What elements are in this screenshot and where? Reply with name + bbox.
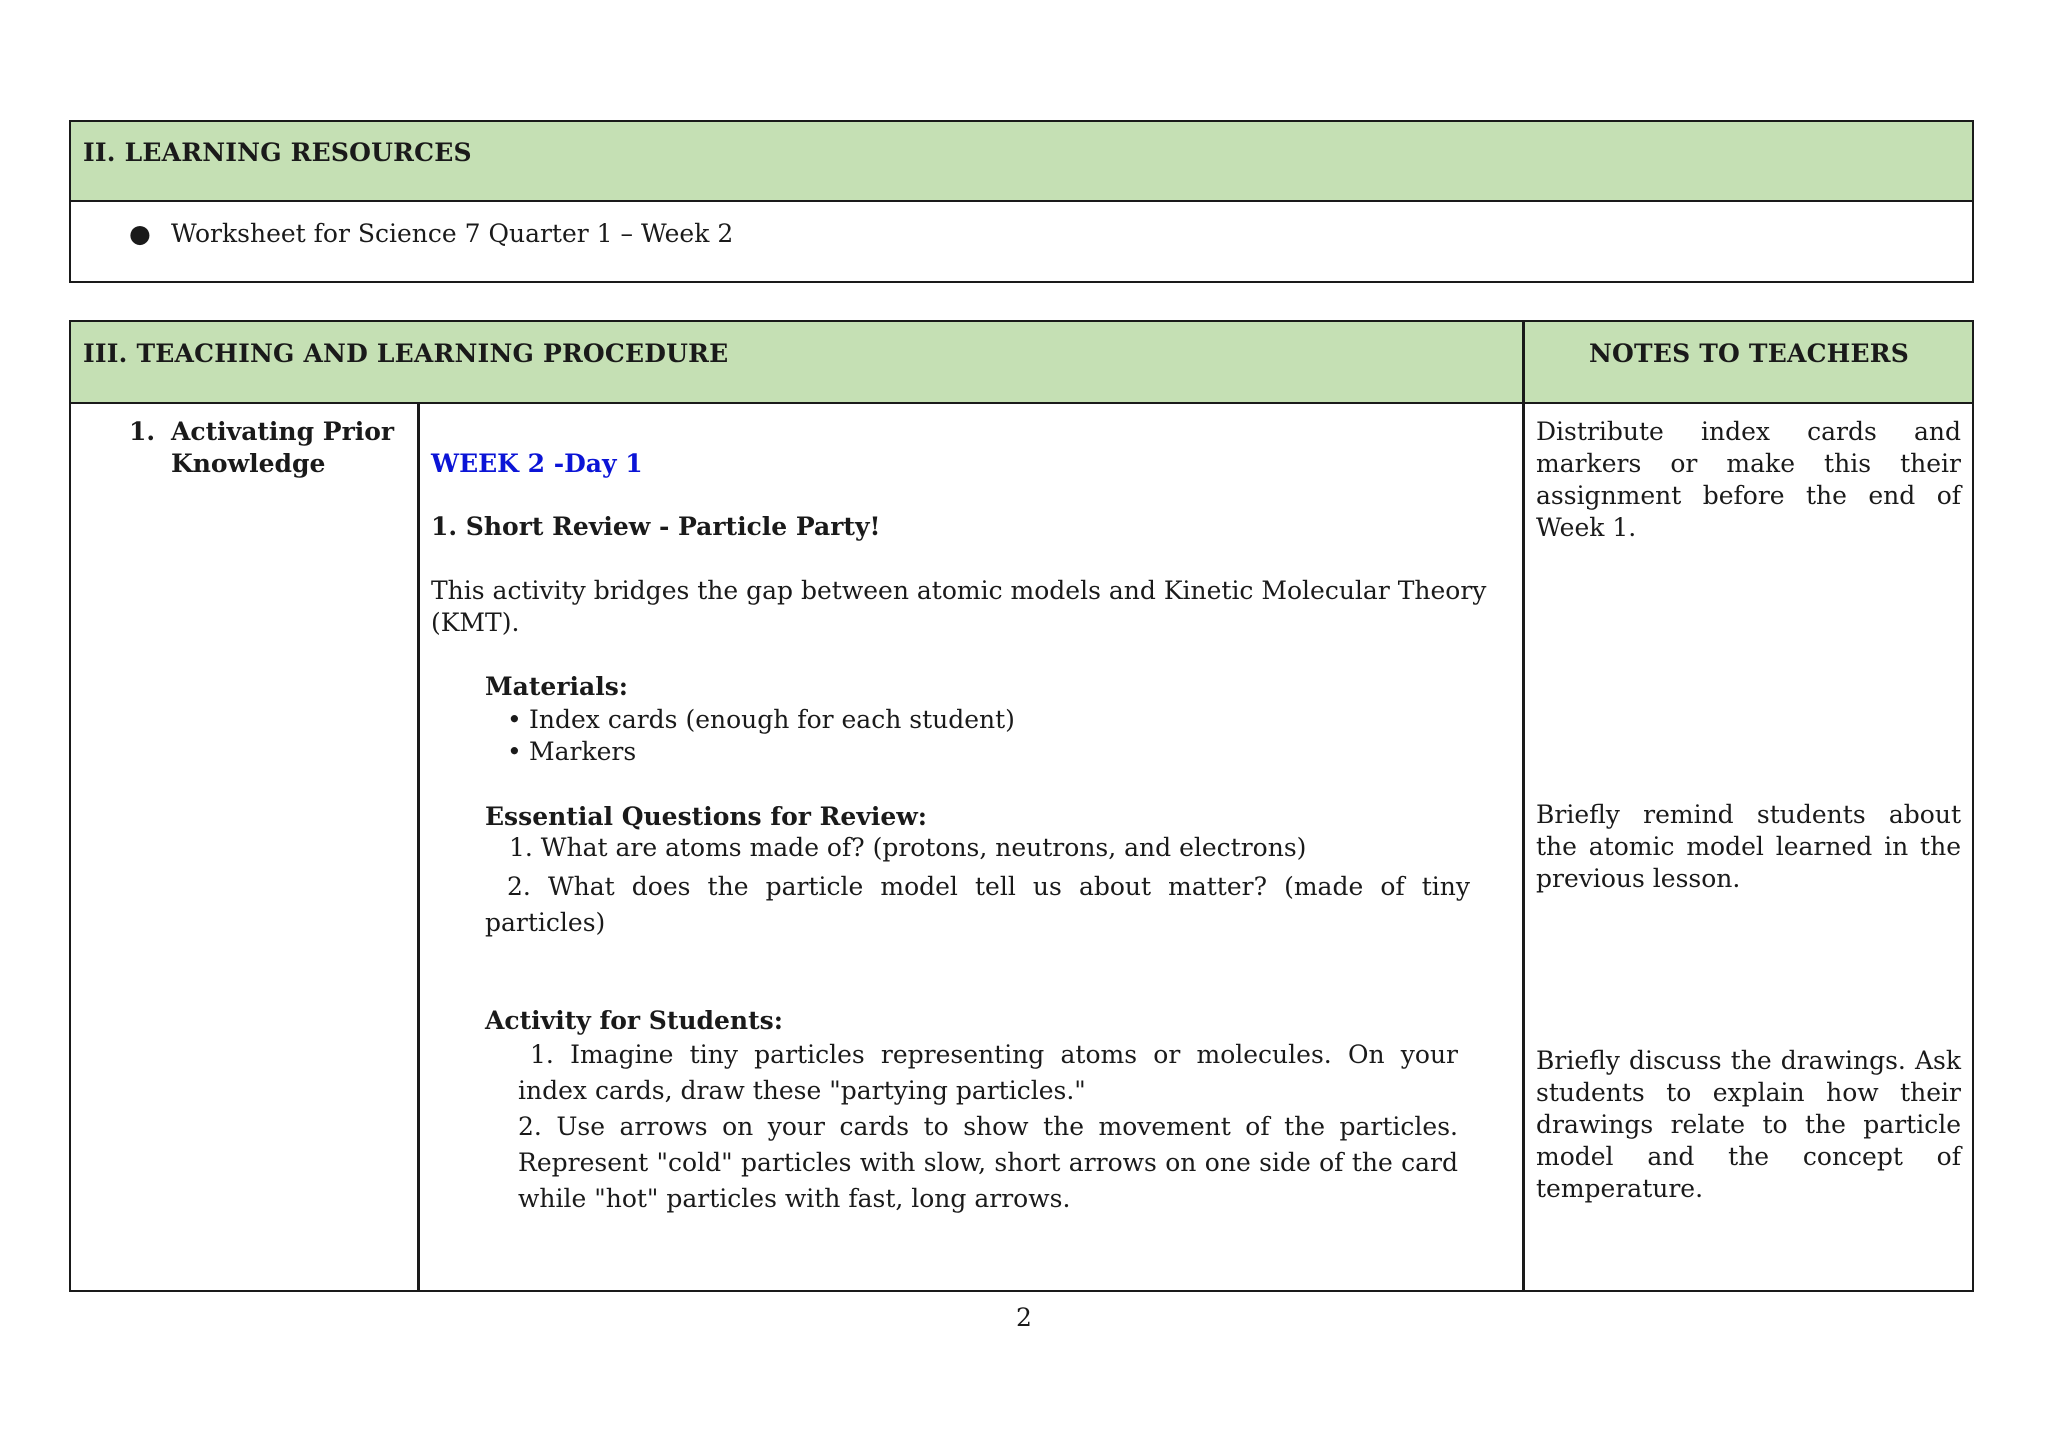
question-item: 2. What does the particle model tell us about matter? (made of tiny particles) — [485, 872, 1470, 937]
materials-item: • Index cards (enough for each student) — [507, 704, 1207, 736]
procedure-title: III. TEACHING AND LEARNING PROCEDURE — [83, 339, 729, 368]
week-day-label: WEEK 2 -Day 1 — [431, 449, 643, 478]
learning-resources-header — [71, 122, 1972, 202]
activity-label: Activity for Students: — [485, 1006, 783, 1035]
step-label-line2: Knowledge — [171, 449, 326, 478]
learning-resources-body — [71, 204, 1972, 282]
questions-label: Essential Questions for Review: — [485, 802, 928, 831]
materials-item: • Markers — [507, 736, 1207, 768]
teacher-note: Distribute index cards and markers or make this their assignment before the end of Week 1. — [1536, 417, 1961, 542]
procedure-table — [69, 320, 1974, 1292]
activity-step: 2. Use arrows on your cards to show the movement of the particles. Represent "cold" particles with slow, short arrows on one side of the card while "hot" particles with fast, long arrows. — [518, 1112, 1458, 1213]
notes-column-divider — [1522, 322, 1525, 1290]
materials-label: Materials: — [485, 672, 628, 701]
notes-to-teachers-title: NOTES TO TEACHERS — [1589, 339, 1909, 368]
teacher-note: Briefly remind students about the atomic model learned in the previous lesson. — [1536, 800, 1961, 893]
review-title: 1. Short Review - Particle Party! — [431, 512, 881, 541]
activity-step: 1. Imagine tiny particles representing atoms or molecules. On your index cards, draw these "partying particles." — [518, 1040, 1458, 1105]
bullet-icon: ● — [129, 219, 151, 248]
learning-resources-table — [69, 120, 1974, 283]
learning-resources-title: II. LEARNING RESOURCES — [83, 138, 472, 167]
teacher-note: Briefly discuss the drawings. Ask students to explain how their drawings relate to the particle model and the concept of temperature. — [1536, 1046, 1961, 1203]
step-label-line1: Activating Prior — [171, 417, 395, 446]
step-number: 1. — [129, 417, 156, 446]
resource-item-text: Worksheet for Science 7 Quarter 1 – Week 2 — [171, 219, 734, 248]
materials-list — [507, 704, 1207, 768]
activity-intro: This activity bridges the gap between atomic models and Kinetic Molecular Theory (KMT). — [431, 576, 1487, 637]
page-number: 2 — [1016, 1303, 1032, 1332]
step-column-divider — [417, 404, 420, 1291]
question-item: 1. What are atoms made of? (protons, neutrons, and electrons) — [509, 833, 1307, 862]
